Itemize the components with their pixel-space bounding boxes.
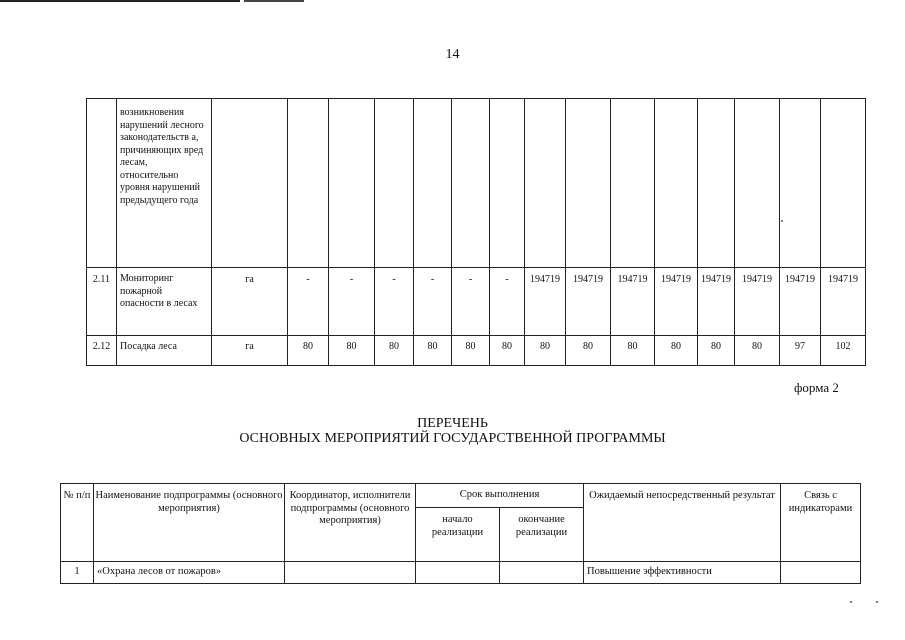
table-header-row: [61, 484, 861, 508]
value-cell: 80: [490, 336, 525, 366]
row-id: 2.12: [87, 336, 117, 366]
value-cell: 80: [288, 336, 329, 366]
value-cell: [452, 99, 490, 268]
value-cell: [490, 99, 525, 268]
value-cell: [821, 99, 866, 268]
value-cell: 194719: [566, 268, 611, 336]
value-cell: 80: [655, 336, 698, 366]
row-id: 2.11: [87, 268, 117, 336]
value-cell: 80: [698, 336, 735, 366]
header-result: Ожидаемый непосредственный результат: [584, 484, 781, 562]
value-cell: 194719: [655, 268, 698, 336]
value-cell: 194719: [735, 268, 780, 336]
measures-table: [60, 483, 861, 584]
table-row: [87, 336, 866, 366]
value-cell: 80: [414, 336, 452, 366]
value-cell: 80: [525, 336, 566, 366]
value-cell: 80: [329, 336, 375, 366]
value-cell: [566, 99, 611, 268]
row-coordinator: [285, 562, 416, 584]
row-id: [87, 99, 117, 268]
row-unit: [212, 99, 288, 268]
page-number: 14: [445, 47, 460, 62]
value-cell: -: [288, 268, 329, 336]
table-row: [87, 99, 866, 268]
scan-speck: [850, 601, 852, 603]
header-coordinator: Координатор, исполнители подпрограммы (основного мероприятия): [285, 484, 416, 562]
value-cell: [655, 99, 698, 268]
header-term: Срок выполнения: [416, 484, 584, 508]
row-link: [781, 562, 861, 584]
value-cell: [735, 99, 780, 268]
header-name: Наименование подпрограммы (основного мероприятия): [94, 484, 285, 562]
row-unit: га: [212, 336, 288, 366]
value-cell: [780, 99, 821, 268]
value-cell: [698, 99, 735, 268]
value-cell: -: [375, 268, 414, 336]
value-cell: 97: [780, 336, 821, 366]
value-cell: 80: [452, 336, 490, 366]
header-end: окончание реализации: [500, 508, 584, 562]
value-cell: [329, 99, 375, 268]
row-start: [416, 562, 500, 584]
indicators-table: [86, 98, 866, 366]
value-cell: 194719: [780, 268, 821, 336]
table-row: [61, 562, 861, 584]
value-cell: [414, 99, 452, 268]
value-cell: [288, 99, 329, 268]
value-cell: 194719: [611, 268, 655, 336]
header-start: начало реализации: [416, 508, 500, 562]
list-title: ПЕРЕЧЕНЬ: [417, 416, 488, 431]
row-num: 1: [61, 562, 94, 584]
header-link: Связь с индикаторами: [781, 484, 861, 562]
value-cell: -: [452, 268, 490, 336]
value-cell: -: [414, 268, 452, 336]
value-cell: 194719: [698, 268, 735, 336]
list-subtitle: ОСНОВНЫХ МЕРОПРИЯТИЙ ГОСУДАРСТВЕННОЙ ПРОГРАММЫ: [239, 431, 666, 446]
value-cell: [611, 99, 655, 268]
row-result: Повышение эффективности: [584, 562, 781, 584]
value-cell: [525, 99, 566, 268]
row-end: [500, 562, 584, 584]
row-name: Посадка леса: [117, 336, 212, 366]
table-row: [87, 268, 866, 336]
top-rule: [0, 0, 240, 2]
value-cell: 194719: [821, 268, 866, 336]
scan-speck: [781, 220, 783, 222]
row-name: Мониторинг пожарной опасности в лесах: [117, 268, 212, 336]
value-cell: 102: [821, 336, 866, 366]
top-rule-fragment: [244, 0, 304, 2]
value-cell: -: [329, 268, 375, 336]
value-cell: [375, 99, 414, 268]
row-name: «Охрана лесов от пожаров»: [94, 562, 285, 584]
value-cell: 80: [375, 336, 414, 366]
value-cell: 80: [566, 336, 611, 366]
row-name: возникновения нарушений лесного законодательств а, причиняющих вред лесам, относительно уровня нарушений предыдущего года: [117, 99, 212, 268]
scan-speck: [876, 601, 878, 603]
row-unit: га: [212, 268, 288, 336]
value-cell: 80: [735, 336, 780, 366]
value-cell: 194719: [525, 268, 566, 336]
value-cell: 80: [611, 336, 655, 366]
form-label: форма 2: [794, 380, 839, 395]
header-num: № п/п: [61, 484, 94, 562]
value-cell: -: [490, 268, 525, 336]
